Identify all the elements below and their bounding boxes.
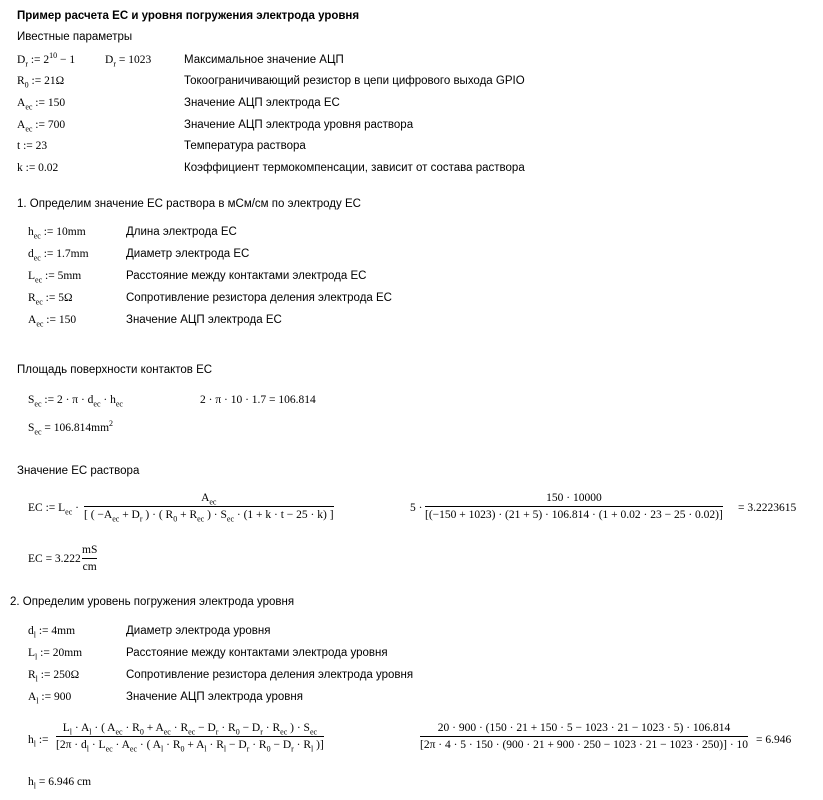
area-formula: $S_{ec}$ := $2 \cdot \pi \cdot d_{ec} \cdot h_{ec}$ — [28, 394, 123, 409]
s1-lec-expr: $L_{ec}$ := 5mm — [28, 270, 82, 285]
h-formula-lhs: $h_l$ := — [28, 734, 49, 749]
ec-calc-lhs: 5 · — [410, 502, 423, 514]
param-aec2-desc: Значение АЦП электрода уровня раствора — [184, 119, 414, 131]
s1-aec-expr: $A_{ec}$ := 150 — [28, 314, 77, 329]
s2-al-expr: $A_l$ := 900 — [28, 691, 72, 706]
param-dr-value: $D_r = 1023$ — [105, 54, 152, 69]
ec-calc-fraction — [425, 491, 723, 522]
ec-heading: Значение EC раствора — [17, 465, 140, 477]
ec-formula-numerator: $A_{ec}$ — [201, 492, 217, 507]
h-formula-numerator: $L_l \cdot A_l$ · ( $A_{ec} \cdot R_0 + A_{ec} \cdot R_{ec} - D_r \cdot R_0 - D_r \cdot R_{ec}$ ) · $S_{ec}$ — [62, 722, 318, 737]
h-formula-denominator: [$2\pi \cdot d_l \cdot L_{ec} \cdot A_{ec}$ · ( $A_l \cdot R_0 + A_l \cdot R_l - D_r \cdot R_0 - D_r \cdot R_l$ )] — [56, 739, 324, 754]
document-title: Пример расчета EC и уровня погружения электрода уровня — [17, 10, 360, 22]
ec-result-unit-den: cm — [82, 561, 97, 573]
ec-result-unit — [82, 543, 97, 574]
ec-calc-denominator: [(−150 + 1023) · (21 + 5) · 106.814 · (1 + 0.02 · 23 − 25 · 0.02)] — [425, 509, 723, 521]
param-r0-expr: $R_0$ := 21Ω — [17, 75, 65, 90]
known-params-heading: Ивестные параметры — [17, 31, 133, 43]
area-heading: Площадь поверхности контактов EC — [17, 364, 213, 376]
param-r0-desc: Токоограничивающий резистор в цепи цифрового выхода GPIO — [184, 75, 525, 87]
section2-heading: 2. Определим уровень погружения электрода уровня — [10, 596, 295, 608]
s1-hec-expr: $h_{ec}$ := 10mm — [28, 226, 86, 241]
param-aec-expr: $A_{ec}$ := 150 — [17, 97, 66, 112]
s2-dl-expr: $d_l$ := 4mm — [28, 625, 76, 640]
s1-dec-desc: Диаметр электрода EC — [126, 248, 250, 260]
area-result: $S_{ec} = 106.814mm^2$ — [28, 419, 114, 437]
ec-formula-denominator: [ ( $-A_{ec} + D_r$ ) · ( $R_0 + R_{ec}$ ) · $S_{ec} \cdot (1 + k \cdot t - 25 \cdot k)$ ] — [84, 509, 334, 524]
param-aec-desc: Значение АЦП электрода EC — [184, 97, 340, 109]
ec-formula-fraction — [84, 491, 334, 522]
param-aec2-expr: $A_{ec}$ := 700 — [17, 119, 66, 134]
param-t-desc: Температура раствора — [184, 140, 306, 152]
param-t-expr: t := 23 — [17, 140, 48, 152]
h-calc-result: = 6.946 — [756, 734, 792, 746]
ec-formula-lhs: EC := $L_{ec}$ · — [28, 502, 79, 517]
ec-result: EC = 3.222 — [28, 553, 81, 565]
s1-aec-desc: Значение АЦП электрода EC — [126, 314, 282, 326]
s1-hec-desc: Длина электрода EC — [126, 226, 237, 238]
param-dr-desc: Максимальное значение АЦП — [184, 54, 344, 66]
s1-dec-expr: $d_{ec}$ := 1.7mm — [28, 248, 89, 263]
s1-rec-expr: $R_{ec}$ := 5Ω — [28, 292, 73, 307]
param-dr-expr: $D_r$ := $2^{10} - 1$ — [17, 51, 76, 69]
h-calc-numerator: 20 · 900 · (150 · 21 + 150 · 5 − 1023 · 21 − 1023 · 5) · 106.814 — [437, 722, 731, 734]
ec-result-unit-num: mS — [82, 544, 98, 556]
s2-ll-desc: Расстояние между контактами электрода уровня — [126, 647, 388, 659]
s1-lec-desc: Расстояние между контактами электрода EC — [126, 270, 367, 282]
section1-heading: 1. Определим значение EC раствора в мСм/см по электроду EC — [17, 198, 361, 210]
s2-rl-desc: Сопротивление резистора деления электрода уровня — [126, 669, 414, 681]
s2-ll-expr: $L_l$ := 20mm — [28, 647, 83, 662]
s2-al-desc: Значение АЦП электрода уровня — [126, 691, 303, 703]
s2-rl-expr: $R_l$ := 250Ω — [28, 669, 80, 684]
h-formula-fraction — [56, 721, 324, 752]
ec-calc-numerator: 150 · 10000 — [546, 492, 602, 504]
h-calc-fraction — [420, 721, 748, 752]
h-calc-denominator: [2π · 4 · 5 · 150 · (900 · 21 + 900 · 250 − 1023 · 21 − 1023 · 250)] · 10 — [420, 739, 749, 751]
param-k-expr: k := 0.02 — [17, 162, 59, 174]
area-calc: 2 · π · 10 · 1.7 = 106.814 — [200, 394, 316, 406]
s1-rec-desc: Сопротивление резистора деления электрода EC — [126, 292, 392, 304]
param-k-desc: Коэффициент термокомпенсации, зависит от состава раствора — [184, 162, 525, 174]
h-result: $h_l = 6.946$ cm — [28, 776, 92, 791]
ec-calc-result: = 3.2223615 — [738, 502, 797, 514]
s2-dl-desc: Диаметр электрода уровня — [126, 625, 271, 637]
